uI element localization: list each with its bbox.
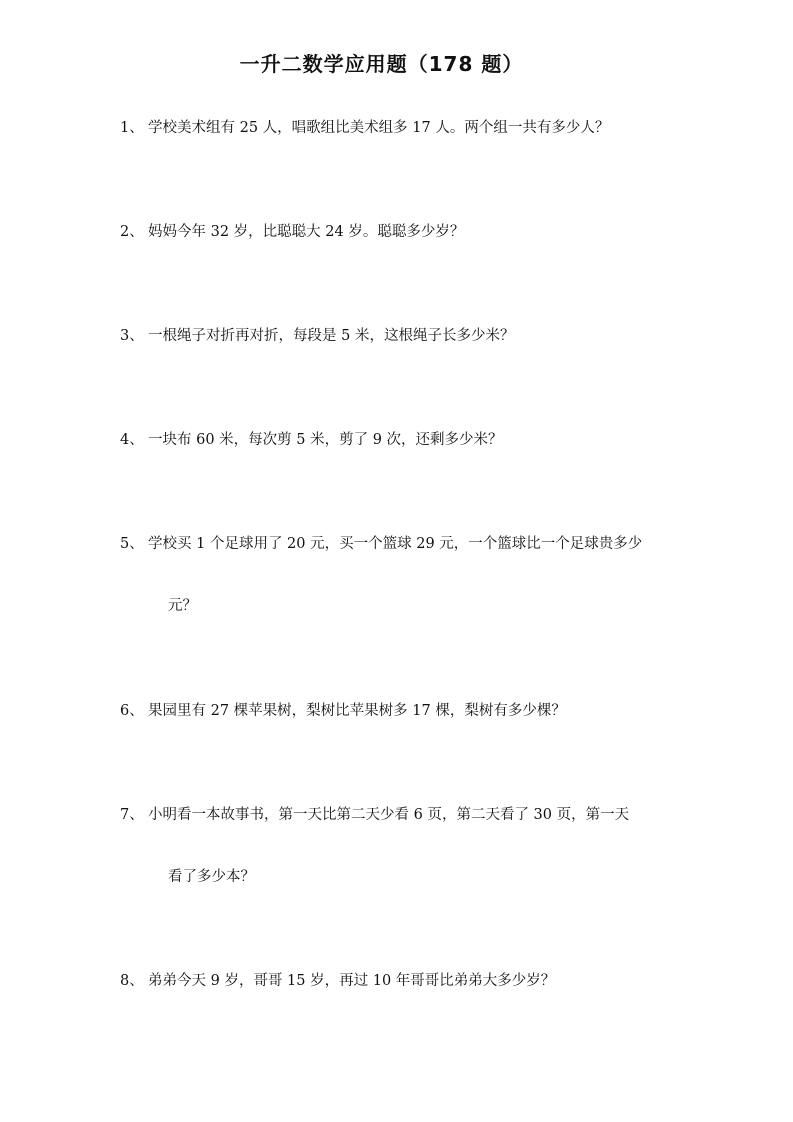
- question-number: 2、: [120, 224, 144, 240]
- question-text: 弟弟今天 9 岁，哥哥 15 岁，再过 10 年哥哥比弟弟大多少岁？: [148, 973, 556, 989]
- question-7-continuation: 看了多少本？: [168, 869, 255, 885]
- question-text: 一根绳子对折再对折，每段是 5 米，这根绳子长多少米？: [148, 328, 515, 344]
- question-text: 学校买 1 个足球用了 20 元，买一个篮球 29 元，一个篮球比一个足球贵多少: [148, 536, 643, 552]
- question-number: 7、: [120, 807, 144, 823]
- question-3: [120, 326, 514, 346]
- question-6: [120, 701, 566, 721]
- question-number: 6、: [120, 703, 144, 719]
- question-number: 4、: [120, 432, 144, 448]
- question-number: 3、: [120, 328, 144, 344]
- question-5: [120, 534, 642, 554]
- question-text: 一块布 60 米，每次剪 5 米，剪了 9 次，还剩多少米？: [148, 432, 503, 448]
- page-title: 一升二数学应用题（178 题）: [239, 52, 524, 76]
- question-text: 小明看一本故事书，第一天比第二天少看 6 页，第二天看了 30 页，第一天: [148, 807, 630, 823]
- question-text: 学校美术组有 25 人，唱歌组比美术组多 17 人。两个组一共有多少人？: [148, 120, 610, 136]
- question-1: [120, 118, 609, 138]
- question-number: 8、: [120, 973, 144, 989]
- question-7: [120, 805, 629, 825]
- question-8: [120, 971, 555, 991]
- question-text: 妈妈今年 32 岁，比聪聪大 24 岁。聪聪多少岁？: [148, 224, 465, 240]
- question-5-continuation: 元？: [168, 598, 197, 614]
- question-number: 5、: [120, 536, 144, 552]
- question-text: 果园里有 27 棵苹果树，梨树比苹果树多 17 棵，梨树有多少棵？: [148, 703, 566, 719]
- question-2: [120, 222, 464, 242]
- question-number: 1、: [120, 120, 144, 136]
- question-4: [120, 430, 503, 450]
